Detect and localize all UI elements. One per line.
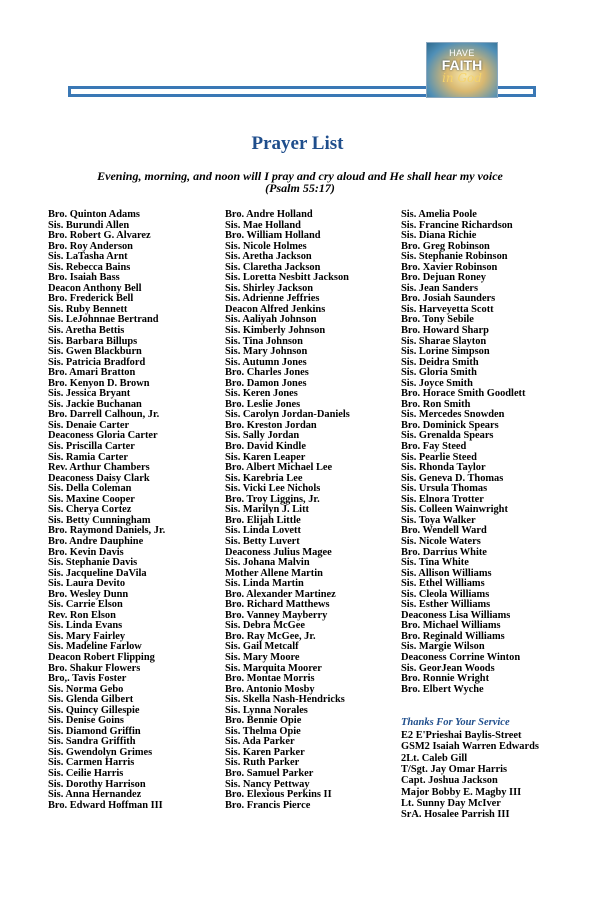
prayer-list-name: Bro. Troy Liggins, Jr. bbox=[225, 493, 320, 505]
prayer-list-name: Sis. Glenda Gilbert bbox=[48, 694, 134, 706]
prayer-list-name: Sis. Burundi Allen bbox=[48, 219, 130, 231]
prayer-list-name: Sis. Diamond Griffin bbox=[48, 725, 141, 737]
prayer-list-name: Bro. Bennie Opie bbox=[225, 715, 302, 727]
prayer-list-name: Sis. Gwendolyn Grimes bbox=[48, 746, 153, 758]
prayer-list-name: Sis. Jackie Buchanan bbox=[48, 398, 142, 410]
prayer-list-name: Sis. Skella Nash-Hendricks bbox=[225, 694, 345, 706]
prayer-list-name: Bro. Dominick Spears bbox=[401, 419, 499, 431]
prayer-list-name: Sis. Marquita Moorer bbox=[225, 662, 322, 674]
prayer-list-name: Bro. Charles Jones bbox=[225, 367, 309, 379]
prayer-list-name: Sis. Elnora Trotter bbox=[401, 493, 484, 505]
service-member-name: T/Sgt. Jay Omar Harris bbox=[401, 764, 508, 776]
page-title: Prayer List bbox=[251, 133, 344, 154]
prayer-list-name: Bro. Darrius White bbox=[401, 546, 487, 558]
prayer-list-name: Sis. Ramia Carter bbox=[48, 451, 128, 463]
verse-reference: (Psalm 55:17) bbox=[265, 181, 335, 195]
prayer-list-name: Bro. Alexander Martinez bbox=[225, 588, 336, 600]
prayer-list-name: Bro. Kenyon D. Brown bbox=[48, 377, 150, 389]
prayer-list-name: Bro. Damon Jones bbox=[225, 377, 307, 389]
prayer-list-name: Bro. Greg Robinson bbox=[401, 240, 490, 252]
prayer-list-name: Sis. Sally Jordan bbox=[225, 430, 300, 442]
prayer-list-name: Bro. Leslie Jones bbox=[225, 398, 301, 410]
prayer-list-name: Sis. Grenalda Spears bbox=[401, 430, 494, 442]
prayer-list-name: Sis. Ethel Williams bbox=[401, 578, 485, 590]
prayer-list-name: Sis. Nancy Pettway bbox=[225, 778, 310, 790]
prayer-list-name: Bro. Darrell Calhoun, Jr. bbox=[48, 409, 160, 421]
logo-text-have: HAVE bbox=[449, 48, 475, 58]
prayer-list-name: Bro. Josiah Saunders bbox=[401, 293, 496, 305]
prayer-list-name: Deaconess Lisa Williams bbox=[401, 609, 511, 621]
prayer-list-name: Bro. Ron Smith bbox=[401, 398, 471, 410]
prayer-list-name: Sis. Jean Sanders bbox=[401, 282, 479, 294]
prayer-list-name: Sis. Vicki Lee Nichols bbox=[225, 483, 321, 495]
prayer-list-name: Sis. Tina White bbox=[401, 557, 469, 569]
prayer-list-name: Bro. Robert G. Alvarez bbox=[48, 230, 151, 242]
prayer-list-name: Sis. Jessica Bryant bbox=[48, 388, 131, 400]
prayer-list-name: Sis. Denaie Carter bbox=[48, 419, 130, 431]
prayer-list-name: Sis. LeJohnnae Bertrand bbox=[48, 314, 159, 326]
prayer-list-name: Sis. Diana Richie bbox=[401, 230, 477, 242]
service-members-section bbox=[401, 717, 539, 822]
service-member-name: Major Bobby E. Magby III bbox=[401, 786, 522, 798]
prayer-list-name: Sis. Mercedes Snowden bbox=[401, 409, 505, 421]
prayer-list-name: Bro. Richard Matthews bbox=[225, 599, 330, 611]
prayer-list-name: Sis. Dorothy Harrison bbox=[48, 778, 146, 790]
prayer-list-name: Sis. Mary Moore bbox=[225, 651, 300, 663]
prayer-list-name: Sis. Linda Lovett bbox=[225, 525, 301, 537]
prayer-list-name: Deaconess Daisy Clark bbox=[48, 472, 150, 484]
service-member-name: 2Lt. Caleb Gill bbox=[401, 752, 468, 764]
prayer-list-name: Deaconess Julius Magee bbox=[225, 546, 332, 558]
prayer-list-name: Sis. Mary Fairley bbox=[48, 630, 126, 642]
prayer-list-name: Sis. Stephanie Robinson bbox=[401, 251, 508, 263]
service-heading: Thanks For Your Service bbox=[401, 717, 510, 728]
prayer-list-name: Bro. Albert Michael Lee bbox=[225, 462, 333, 474]
prayer-list-name: Rev. Ron Elson bbox=[48, 609, 116, 621]
scripture-verse bbox=[40, 170, 560, 194]
prayer-list-name: Bro. Elijah Little bbox=[225, 514, 301, 526]
prayer-list-name: Sis. Denise Goins bbox=[48, 715, 124, 727]
prayer-list-name: Deacon Robert Flipping bbox=[48, 651, 155, 663]
prayer-list-name: Sis. Sharae Slayton bbox=[401, 335, 487, 347]
prayer-list-name: Sis. Amelia Poole bbox=[401, 209, 477, 220]
prayer-list-name: Bro. David Kindle bbox=[225, 441, 306, 453]
prayer-list-name: Bro. Isaiah Bass bbox=[48, 272, 120, 284]
prayer-list-name: Bro. Edward Hoffman III bbox=[48, 799, 163, 811]
prayer-list-name: Sis. Carolyn Jordan-Daniels bbox=[225, 409, 350, 421]
prayer-list-name: Sis. Carrie Elson bbox=[48, 599, 123, 611]
prayer-list-name: Sis. LaTasha Arnt bbox=[48, 251, 128, 263]
prayer-list-name: Sis. Joyce Smith bbox=[401, 377, 473, 389]
prayer-list-name: Bro. Tony Sebile bbox=[401, 314, 474, 326]
prayer-list-name: Sis. Betty Cunningham bbox=[48, 514, 151, 526]
prayer-list-name: Sis. Linda Martin bbox=[225, 578, 304, 590]
prayer-list-name: Sis. Linda Evans bbox=[48, 620, 123, 632]
prayer-list-name: Sis. Ruby Bennett bbox=[48, 303, 128, 315]
service-member-name: E2 E'Prieshai Baylis-Street bbox=[401, 730, 522, 741]
prayer-list-name: Sis. Cleola Williams bbox=[401, 588, 490, 600]
prayer-list-name: Bro. Ronnie Wright bbox=[401, 673, 490, 685]
verse-text: Evening, morning, and noon will I pray and cry aloud and He shall hear my voice bbox=[97, 169, 503, 183]
prayer-list-name: Sis. Aaliyah Johnson bbox=[225, 314, 317, 326]
prayer-list-name: Sis. Laura Devito bbox=[48, 578, 126, 590]
prayer-list-name: Bro. Frederick Bell bbox=[48, 293, 134, 305]
prayer-list-name: Sis. Nicole Holmes bbox=[225, 240, 307, 252]
prayer-list-name: Sis. Ceilie Harris bbox=[48, 767, 124, 779]
prayer-list-name: Bro. Dejuan Roney bbox=[401, 272, 486, 284]
prayer-list-name: Bro. Reginald Williams bbox=[401, 630, 505, 642]
prayer-list-name: Bro. Andre Holland bbox=[225, 209, 313, 220]
prayer-list-name: Deacon Alfred Jenkins bbox=[225, 303, 326, 315]
prayer-list-name: Bro. Quinton Adams bbox=[48, 209, 140, 220]
prayer-list-name: Sis. Toya Walker bbox=[401, 514, 476, 526]
prayer-list-name: Sis. Gail Metcalf bbox=[225, 641, 299, 653]
prayer-list-name: Sis. Margie Wilson bbox=[401, 641, 485, 653]
prayer-list-name: Sis. Sandra Griffith bbox=[48, 736, 136, 748]
prayer-list-name: Sis. Deidra Smith bbox=[401, 356, 479, 368]
prayer-list-name: Sis. Quincy Gillespie bbox=[48, 704, 140, 716]
prayer-list-name: Bro. Wendell Ward bbox=[401, 525, 487, 537]
prayer-list-name: Sis. Esther Williams bbox=[401, 599, 491, 611]
prayer-list-name: Sis. Debra McGee bbox=[225, 620, 305, 632]
prayer-list-name: Sis. Betty Luvert bbox=[225, 535, 300, 547]
prayer-list-name: Sis. Karebria Lee bbox=[225, 472, 303, 484]
prayer-list-name: Sis. Adrienne Jeffries bbox=[225, 293, 320, 305]
prayer-list-name: Bro. Vanney Mayberry bbox=[225, 609, 328, 621]
prayer-list-name: Sis. Anna Hernandez bbox=[48, 789, 142, 801]
prayer-list-name: Sis. Harveyetta Scott bbox=[401, 303, 494, 315]
prayer-list-name: Sis. Thelma Opie bbox=[225, 725, 301, 737]
prayer-list-name: Sis. Lynna Norales bbox=[225, 704, 308, 716]
prayer-list-name: Bro. Raymond Daniels, Jr. bbox=[48, 525, 166, 537]
prayer-list-name: Bro. Shakur Flowers bbox=[48, 662, 141, 674]
prayer-list-name: Sis. Ruth Parker bbox=[225, 757, 300, 769]
prayer-list-name: Bro,. Tavis Foster bbox=[48, 673, 127, 685]
prayer-list-name: Bro. Montae Morris bbox=[225, 673, 315, 685]
prayer-list-name: Sis. Priscilla Carter bbox=[48, 441, 135, 453]
prayer-list-name: Bro. Michael Williams bbox=[401, 620, 501, 632]
prayer-list-name: Bro. Elexious Perkins II bbox=[225, 789, 332, 801]
prayer-list-name: Bro. Samuel Parker bbox=[225, 767, 314, 779]
prayer-list-name: Sis. Gwen Blackburn bbox=[48, 346, 142, 358]
prayer-list-name: Sis. Loretta Nesbitt Jackson bbox=[225, 272, 349, 284]
prayer-list-name: Deaconess Gloria Carter bbox=[48, 430, 158, 442]
prayer-list-column-1 bbox=[48, 210, 165, 811]
prayer-list-name: Sis. Norma Gebo bbox=[48, 683, 124, 695]
prayer-list-name: Bro. Fay Steed bbox=[401, 441, 467, 453]
prayer-list-column-3 bbox=[401, 210, 525, 695]
prayer-list-name: Sis. Gloria Smith bbox=[401, 367, 477, 379]
prayer-list-name: Sis. Ursula Thomas bbox=[401, 483, 488, 495]
prayer-list-name: Sis. Aretha Bettis bbox=[48, 325, 125, 337]
logo-text-faith: FAITH bbox=[441, 57, 483, 73]
prayer-list-name: Sis. Cherya Cortez bbox=[48, 504, 132, 516]
prayer-list-name: Sis. Karen Parker bbox=[225, 746, 305, 758]
prayer-list-name: Bro. Elbert Wyche bbox=[401, 683, 484, 695]
prayer-list-name: Sis. Francine Richardson bbox=[401, 219, 513, 231]
prayer-list-name: Sis. Maxine Cooper bbox=[48, 493, 135, 505]
prayer-list-name: Sis. Patricia Bradford bbox=[48, 356, 146, 368]
service-member-name: SrA. Hosalee Parrish III bbox=[401, 809, 510, 821]
service-member-name: GSM2 Isaiah Warren Edwards bbox=[401, 741, 539, 753]
logo-text-god: in God bbox=[442, 71, 482, 85]
prayer-list-name: Sis. Colleen Wainwright bbox=[401, 504, 508, 516]
prayer-list-name: Sis. Carmen Harris bbox=[48, 757, 135, 769]
prayer-list-name: Rev. Arthur Chambers bbox=[48, 462, 150, 474]
prayer-list-name: Sis. Kimberly Johnson bbox=[225, 325, 326, 337]
prayer-list-name: Sis. Ada Parker bbox=[225, 736, 295, 748]
prayer-list-name: Deaconess Corrine Winton bbox=[401, 651, 521, 663]
service-members-list bbox=[401, 731, 539, 821]
prayer-list-name: Sis. Claretha Jackson bbox=[225, 261, 321, 273]
prayer-list-name: Sis. Keren Jones bbox=[225, 388, 298, 400]
prayer-list-name: Bro. Francis Pierce bbox=[225, 799, 311, 811]
prayer-list-name: Bro. Kevin Davis bbox=[48, 546, 124, 558]
prayer-list-name: Sis. Tina Johnson bbox=[225, 335, 303, 347]
prayer-list-name: Bro. Amari Bratton bbox=[48, 367, 136, 379]
prayer-list-name: Sis. Lorine Simpson bbox=[401, 346, 490, 358]
prayer-list-name: Bro. Wesley Dunn bbox=[48, 588, 129, 600]
prayer-list-name: Sis. Karen Leaper bbox=[225, 451, 306, 463]
prayer-list-name: Sis. Johana Malvin bbox=[225, 557, 310, 569]
prayer-list-name: Sis. Rhonda Taylor bbox=[401, 462, 486, 474]
prayer-list-name: Sis. Della Coleman bbox=[48, 483, 132, 495]
prayer-list-name: Sis. Rebecca Bains bbox=[48, 261, 131, 273]
prayer-list-name: Sis. Stephanie Davis bbox=[48, 557, 138, 569]
service-member-name: Lt. Sunny Day McIver bbox=[401, 798, 501, 810]
prayer-list-name: Sis. Mae Holland bbox=[225, 219, 301, 231]
prayer-list-name: Sis. Nicole Waters bbox=[401, 535, 481, 547]
prayer-list-name: Mother Allene Martin bbox=[225, 567, 323, 579]
prayer-list-name: Bro. Andre Dauphine bbox=[48, 535, 144, 547]
prayer-list-name: Sis. Aretha Jackson bbox=[225, 251, 312, 263]
prayer-list-name: Bro. Kreston Jordan bbox=[225, 419, 317, 431]
prayer-list-name: Bro. Horace Smith Goodlett bbox=[401, 388, 526, 400]
prayer-list-name: Sis. Mary Johnson bbox=[225, 346, 308, 358]
prayer-list-name: Sis. Allison Williams bbox=[401, 567, 492, 579]
prayer-list-name: Bro. Antonio Mosby bbox=[225, 683, 315, 695]
prayer-list-name: Sis. Jacqueline DaVila bbox=[48, 567, 147, 579]
prayer-list-name: Sis. Marilyn J. Litt bbox=[225, 504, 309, 516]
prayer-list-name: Sis. GeorJean Woods bbox=[401, 662, 495, 674]
prayer-list-name: Bro. Ray McGee, Jr. bbox=[225, 630, 316, 642]
prayer-list-name: Bro. Roy Anderson bbox=[48, 240, 133, 252]
prayer-list-name: Bro. William Holland bbox=[225, 230, 321, 242]
prayer-list-name: Sis. Pearlie Steed bbox=[401, 451, 477, 463]
prayer-list-name: Bro. Howard Sharp bbox=[401, 325, 489, 337]
prayer-list-name: Bro. Xavier Robinson bbox=[401, 261, 498, 273]
prayer-list-name: Sis. Madeline Farlow bbox=[48, 641, 142, 653]
prayer-list-name: Sis. Shirley Jackson bbox=[225, 282, 314, 294]
prayer-list-name: Sis. Autumn Jones bbox=[225, 356, 307, 368]
prayer-list-name: Sis. Geneva D. Thomas bbox=[401, 472, 504, 484]
prayer-list-column-2 bbox=[225, 210, 350, 811]
prayer-list-name: Deacon Anthony Bell bbox=[48, 282, 142, 294]
service-member-name: Capt. Joshua Jackson bbox=[401, 775, 498, 787]
prayer-list-name: Sis. Barbara Billups bbox=[48, 335, 138, 347]
have-faith-logo bbox=[426, 42, 498, 98]
